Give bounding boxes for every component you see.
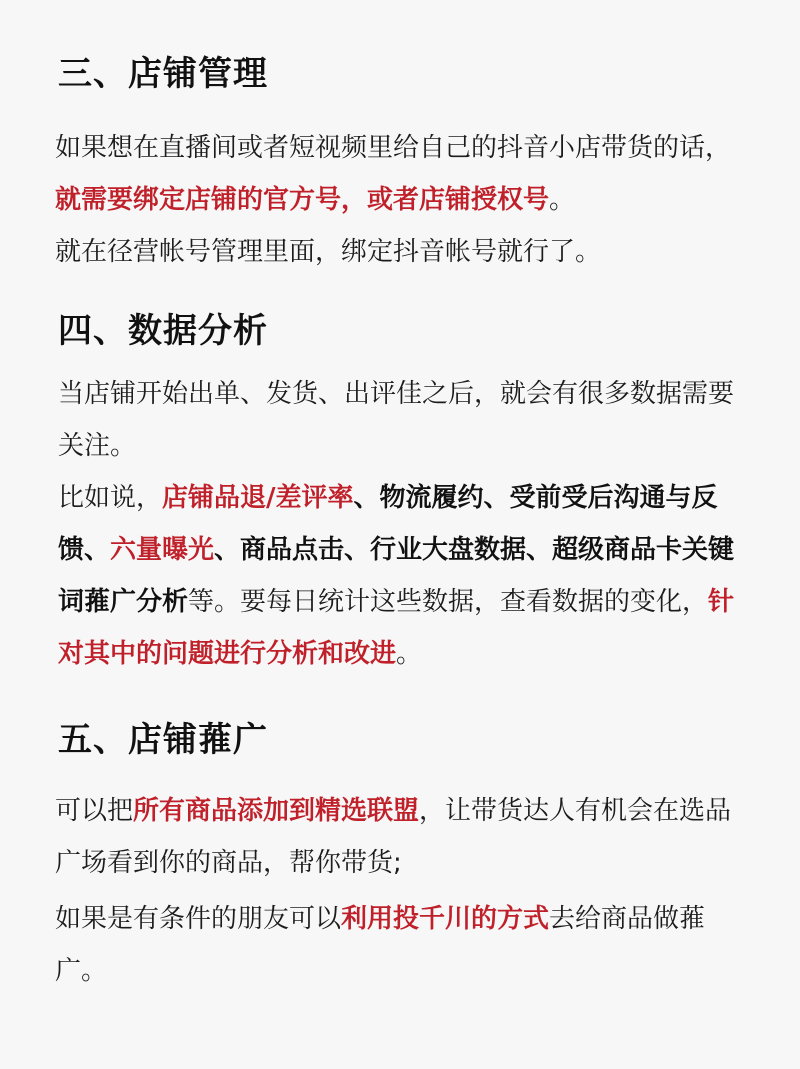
section-4-paragraph-1: 当店铺开始出单、发货、出评佳之后，就会有很多数据需要关注。 <box>58 379 735 461</box>
text-run: 等。要每日统计这些数据，查看数据的变化， <box>188 587 709 617</box>
highlight-text: 利用投千川的方式 <box>341 904 550 934</box>
text-run: 如果想在直播间或者短视频里给自己的抖音小店带货的话， <box>55 133 732 163</box>
text-run: 如果是有条件的朋友可以 <box>55 904 342 934</box>
highlight-text: 六量曝光 <box>110 535 215 565</box>
section-3-paragraph-2: 就在径营帐号管理里面，绑定抖音帐号就行了。 <box>55 237 602 267</box>
bold-text: 、商品点击、行业大盘数据、超级商品卡关键词蓷广分析 <box>58 535 735 617</box>
section-5-paragraph-1 <box>55 785 745 889</box>
text-run: 去给商品做蓷广。 <box>55 904 706 986</box>
section-3-heading: 三、店铺管理 <box>58 54 268 94</box>
section-5-paragraph-2 <box>55 893 745 997</box>
highlight-text: 就需要绑定店铺的官方号，或者店铺授权号 <box>55 185 550 215</box>
text-run: 。 <box>396 639 423 669</box>
section-3-paragraph-1 <box>55 122 745 226</box>
text-run: ，让带货达人有机会在选品广场看到你的商品，帮你带货; <box>55 796 732 878</box>
section-4-paragraph-2 <box>58 472 738 680</box>
text-run: 可以把 <box>55 796 134 826</box>
highlight-text: 针对其中的问题进行分析和改进 <box>58 587 735 669</box>
bold-text: 、物流履约、受前受后沟通与反馈、 <box>58 483 718 565</box>
highlight-text: 店铺品退/差评率 <box>162 483 354 513</box>
text-run: 。 <box>549 185 576 215</box>
section-4-heading: 四、数据分析 <box>58 311 268 351</box>
highlight-text: 所有商品添加到精选联盟 <box>133 796 420 826</box>
text-run: 比如说， <box>58 483 163 513</box>
section-5-heading: 五、店铺蓷广 <box>58 720 268 760</box>
